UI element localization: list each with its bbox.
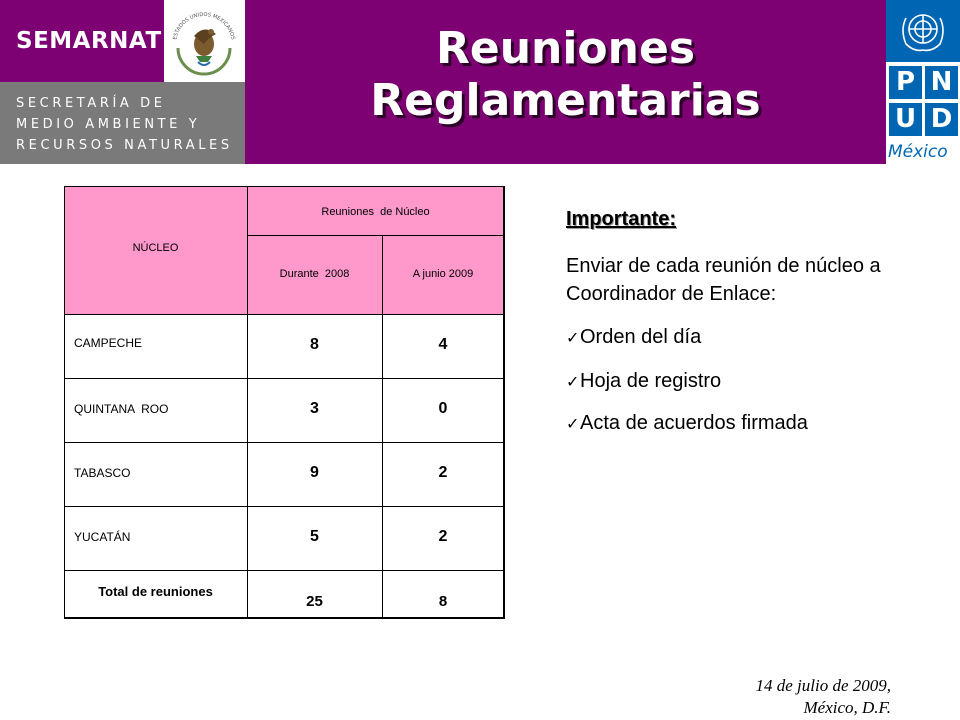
notes-intro: Enviar de cada reunión de núcleo a Coordinador de Enlace: [566,255,881,305]
undp-letter-u: U [889,103,922,136]
row-value-2009: 0 [438,400,448,417]
undp-logo [886,0,960,164]
table-divider-header [64,314,504,315]
list-item [566,326,701,349]
checkmark-icon: ✓ [566,374,580,391]
table-divider-row [64,442,504,443]
list-item [566,412,808,435]
seal-text: ESTADOS UNIDOS MEXICANOS [172,11,236,41]
undp-letter-d: D [925,103,958,136]
checkmark-icon: ✓ [566,416,580,433]
row-name: YUCATÁN [74,530,131,544]
list-item-label: Hoja de registro [580,370,722,392]
total-value-2009: 8 [438,593,448,610]
list-item-label: Acta de acuerdos firmada [580,412,808,434]
un-emblem-icon [886,0,960,62]
row-name: CAMPECHE [74,336,143,350]
header-nucleo: NÚCLEO [132,242,179,254]
row-value-2009: 2 [438,464,448,481]
total-value-2008: 25 [306,593,323,610]
header-durante-2008: Durante 2008 [279,268,350,280]
page-title-line-2: Reglamentarias [370,75,761,126]
list-item-label: Orden del día [580,326,702,348]
footer-date: 14 de julio de 2009, [755,676,891,695]
row-value-2008: 3 [310,400,319,417]
row-value-2008: 5 [310,528,319,545]
row-name: TABASCO [74,466,131,480]
agency-line-2: MEDIO AMBIENTE Y [16,117,201,132]
table-divider-row [64,570,504,571]
row-name: QUINTANA ROO [74,402,169,416]
undp-letter-n: N [925,66,958,99]
notes-heading: Importante: [566,208,676,230]
footer-place: México, D.F. [803,698,891,717]
table-divider-col [382,235,383,618]
row-value-2008: 9 [310,464,319,481]
table-divider-group [247,235,504,236]
table-divider-row [64,378,504,379]
row-value-2009: 2 [438,528,448,545]
list-item [566,370,721,393]
table-border-top [64,186,504,187]
page-title-line-1: Reuniones [435,23,696,74]
table-border-left [64,186,65,618]
mexico-seal-icon [164,0,245,82]
agency-line-3: RECURSOS NATURALES [16,138,233,153]
undp-letter-p: P [889,66,922,99]
total-label: Total de reuniones [98,584,213,599]
table-border-right [503,186,505,619]
header-a-junio-2009: A junio 2009 [412,268,474,280]
table-divider-col [247,186,248,618]
header-banner [0,0,960,164]
row-value-2009: 4 [438,336,448,353]
table-border-bottom [64,617,504,619]
row-value-2008: 8 [310,336,319,353]
brand-name: SEMARNAT [16,28,162,54]
meetings-table [64,186,504,618]
table-divider-row [64,506,504,507]
agency-line-1: SECRETARÍA DE [16,96,166,111]
agency-name-block [0,82,245,164]
checkmark-icon: ✓ [566,330,580,347]
header-reuniones-nucleo: Reuniones de Núcleo [321,206,430,218]
undp-country-label: México [888,142,948,162]
semarnat-logo [0,0,164,82]
